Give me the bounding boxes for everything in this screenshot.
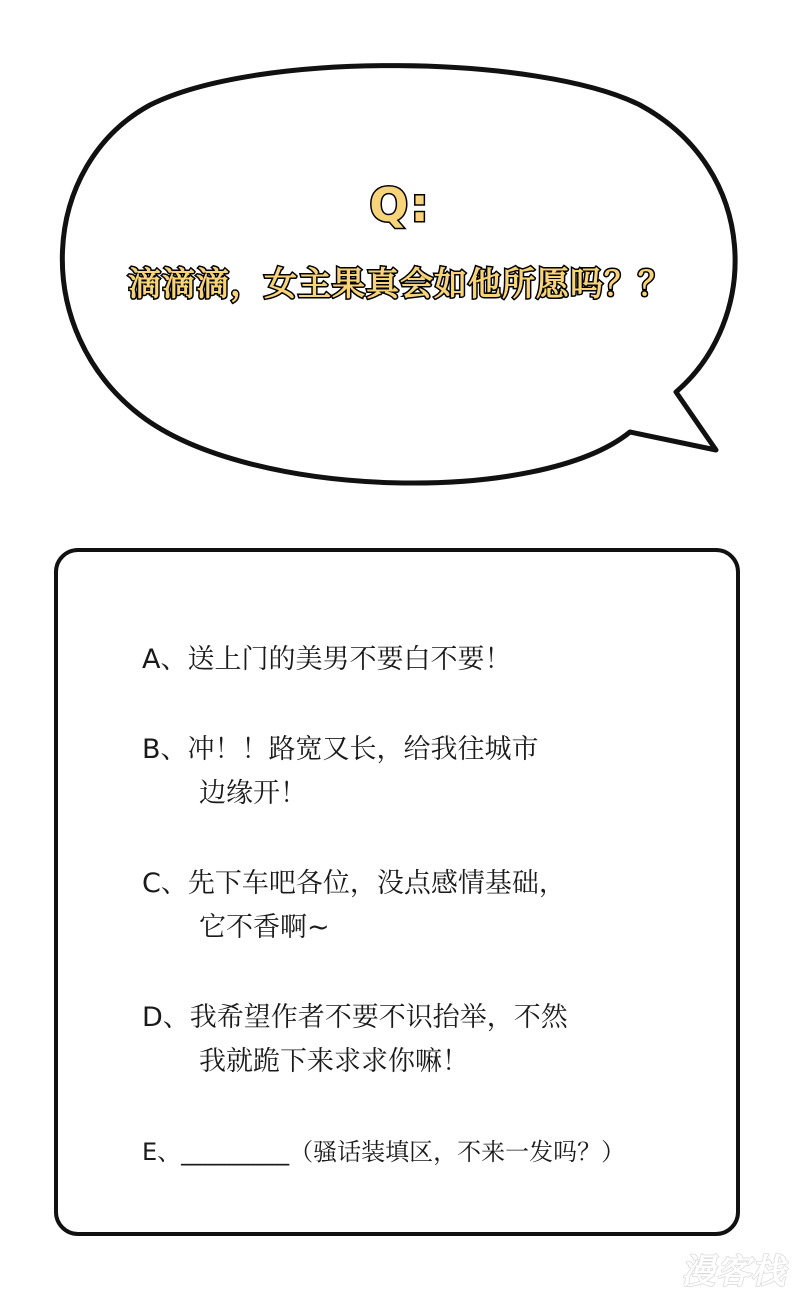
option-d-line2: 我就跪下来求求你嘛！ [199,1046,469,1077]
option-c [142,862,566,950]
question-label: Q: [369,178,431,232]
option-b-line2: 边缘开！ [199,778,307,809]
option-d [142,996,568,1084]
watermark-logo: 漫客栈 [681,1252,786,1292]
option-b-line1: B、冲！！路宽又长，给我往城市 [142,734,539,765]
options-panel [54,548,740,1236]
option-b [142,728,539,816]
option-c-line1: C、先下车吧各位，没点感情基础， [142,868,566,899]
option-e-line1: E、_________（骚话装填区，不来一发吗？） [142,1138,626,1166]
option-a-line1: A、送上门的美男不要白不要！ [142,644,512,675]
option-e [142,1130,625,1174]
option-d-line1: D、我希望作者不要不识抬举，不然 [142,1002,568,1033]
option-a [142,638,511,682]
option-c-line2: 它不香啊~ [199,912,330,943]
question-text: 滴滴滴，女主果真会如他所愿吗？？ [128,264,672,303]
